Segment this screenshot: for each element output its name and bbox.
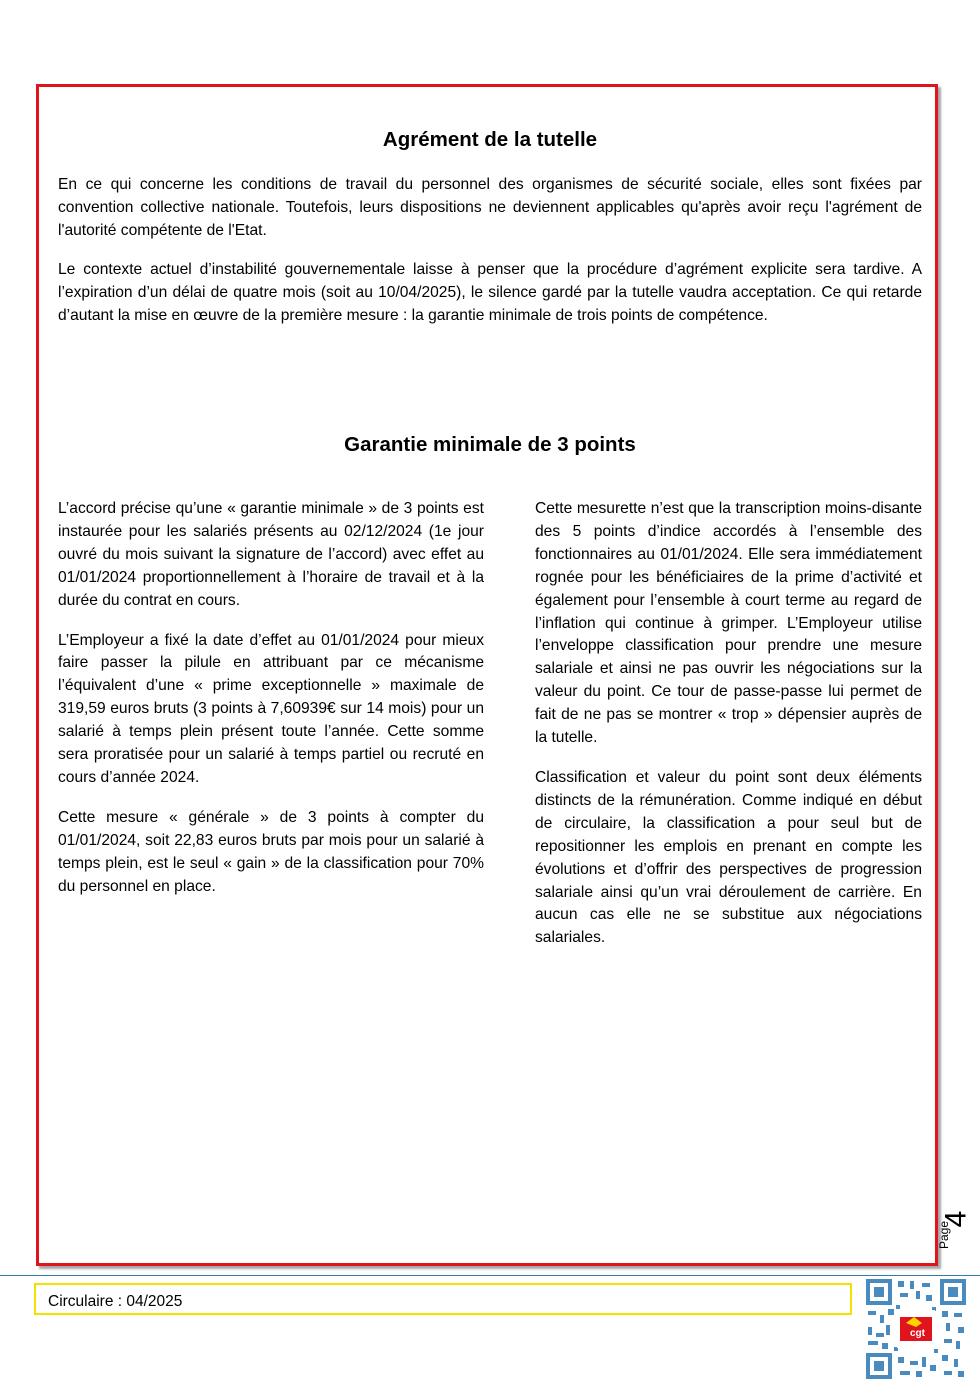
- section-title-garantie: Garantie minimale de 3 points: [344, 433, 636, 456]
- left-paragraph-1: L’accord précise qu’une « garantie minimale » de 3 points est instaurée pour les salariés présents au 02/12/2024 (1e jour ouvré du mois suivant la signature de l’accord) avec effet au 01/01/2024 proportionnellement à l’horaire de travail et à la durée du contrat en cours.: [58, 500, 484, 609]
- page-number-label: [937, 1210, 974, 1266]
- circulaire-footer: [34, 1283, 852, 1315]
- right-column: [535, 498, 922, 967]
- page-word: Page: [937, 1220, 952, 1250]
- right-paragraph-2: Classification et valeur du point sont deux éléments distincts de la rémunération. Comme indiqué en début de circulaire, la classification a pour seul but de repositionner les emplois en prenant en compte les évolutions et d’offrir des perspectives de progression salariale ainsi qu’un vrai déroulement de carrière. En aucun cas elle ne se substitue aux négociations salariales.: [535, 768, 922, 947]
- right-paragraph-1: Cette mesurette n’est que la transcription moins-disante des 5 points d’indice accordés à l’ensemble des fonctionnaires au 01/01/2024. Elle sera immédiatement rognée pour les bénéficiaires de la prime d’activité et également pour l’ensemble à court terme au regard de l’inflation qui continue à grimper. L’Employeur utilise l’enveloppe classification pour prendre une mesure salariale et ainsi ne pas ouvrir les négociations sur la valeur du point. Ce tour de passe-passe lui permet de fait de ne pas se montrer « trop » dépensier auprès de la tutelle.: [535, 500, 922, 747]
- footer-rule: [0, 1275, 980, 1276]
- page-number: 4: [939, 1210, 973, 1228]
- cgt-logo-text: cgt: [910, 1328, 925, 1339]
- circulaire-label: Circulaire : 04/2025: [48, 1293, 183, 1310]
- section-title-agrement: Agrément de la tutelle: [382, 128, 598, 151]
- agrement-paragraph-2: Le contexte actuel d’instabilité gouvernementale laisse à penser que la procédure d’agrément explicite sera tardive. A l’expiration d’un délai de quatre mois (soit au 10/04/2025), le silence gardé par la tutelle vaudra acceptation. Ce qui retarde d’autant la mise en œuvre de la première mesure : la garantie minimale de trois points de compétence.: [58, 261, 922, 324]
- left-column: [58, 498, 484, 916]
- left-paragraph-2: L’Employeur a fixé la date d’effet au 01/01/2024 pour mieux faire passer la pilule en attribuant par ce mécanisme l’équivalent d’une « prime exceptionnelle » maximale de 319,59 euros bruts (3 points à 7,60939€ sur 14 mois) pour un salarié à temps plein présent toute l’année. Cette somme sera proratisée pour un salarié à temps partiel ou recruté en cours d’année 2024.: [58, 631, 484, 786]
- left-paragraph-3: Cette mesure « générale » de 3 points à compter du 01/01/2024, soit 22,83 euros bruts par mois pour un salarié à temps plein, est le seul « gain » de la classification pour 70% du personnel en place.: [58, 808, 484, 895]
- qr-code[interactable]: [864, 1277, 968, 1381]
- agrement-paragraph-1: En ce qui concerne les conditions de travail du personnel des organismes de sécurité sociale, elles sont fixées par convention collective nationale. Toutefois, leurs dispositions ne deviennent applicables qu'après avoir reçu l'agrément de l'autorité compétente de l'Etat.: [58, 176, 922, 239]
